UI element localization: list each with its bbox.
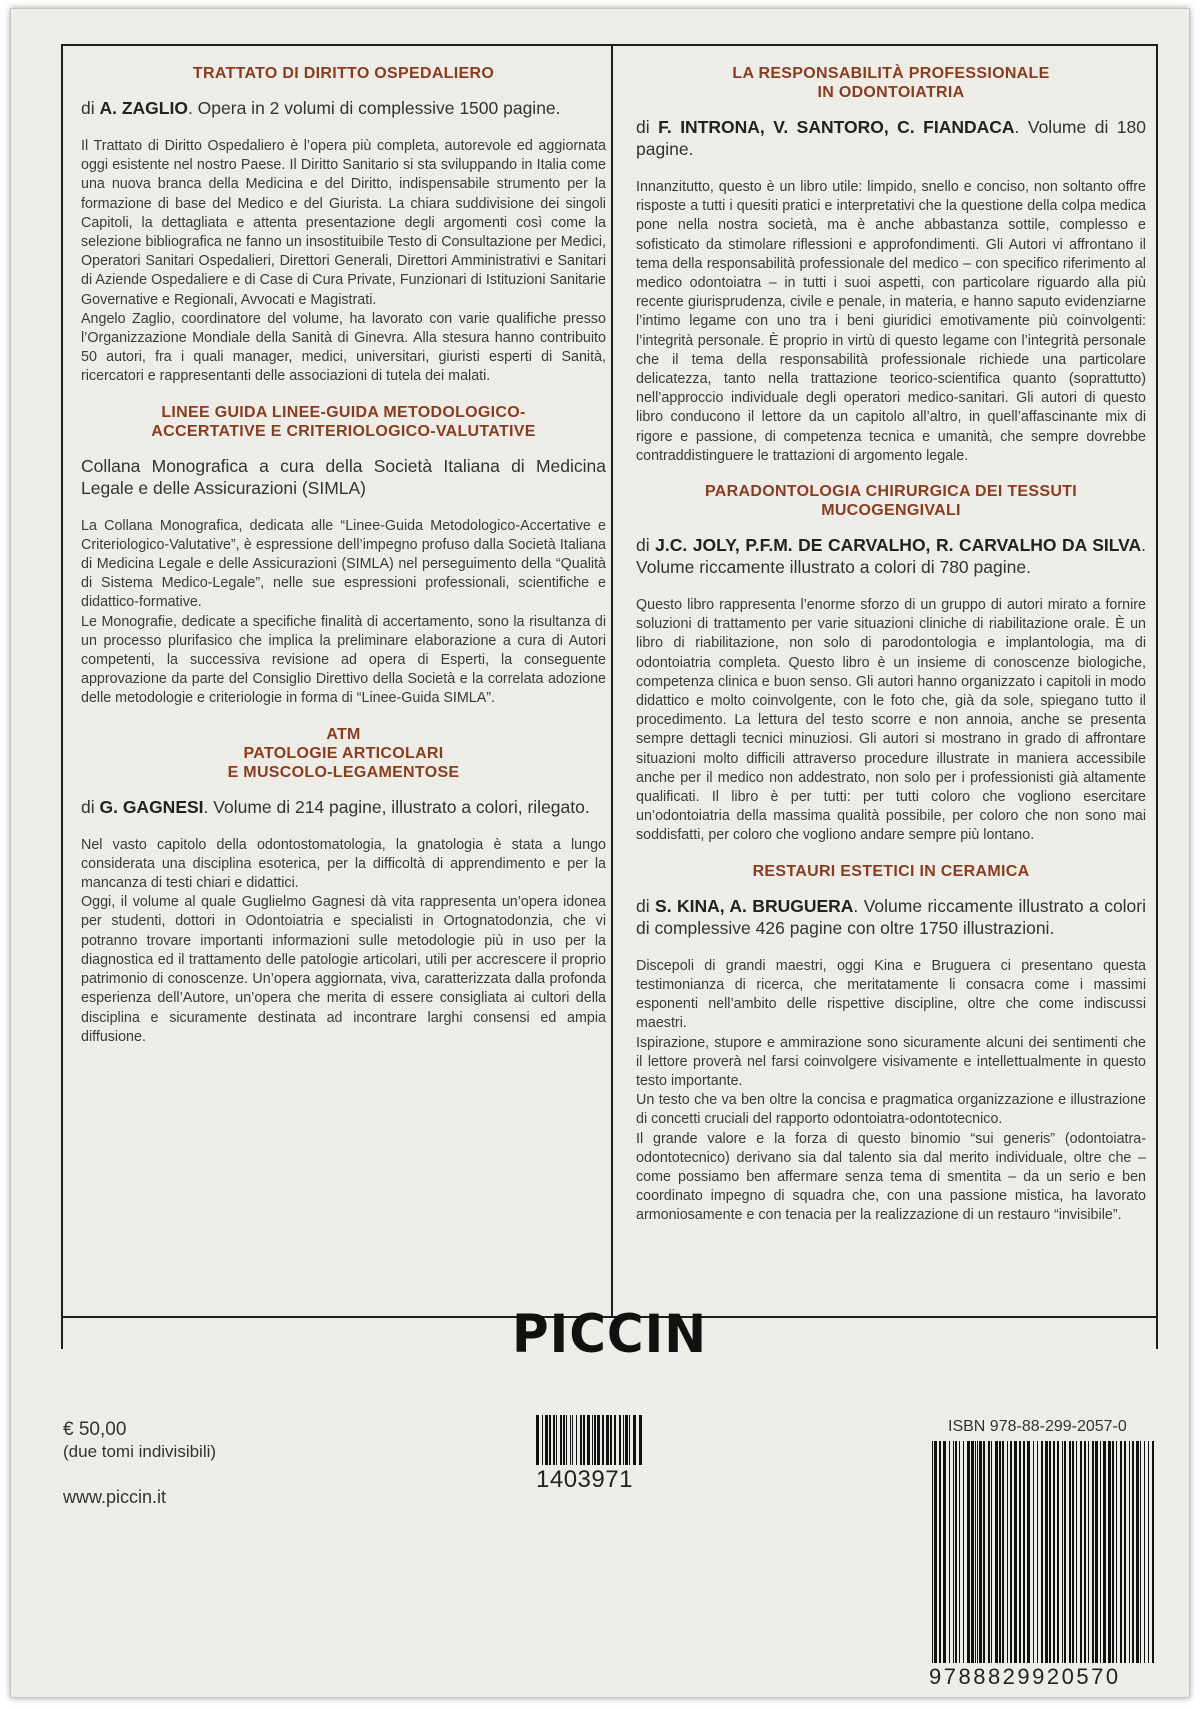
book-description (636, 957, 1146, 1226)
barcode-bar (1041, 1441, 1043, 1663)
book-title: ATM PATOLOGIE ARTICOLARI E MUSCOLO-LEGAMENTOSE (227, 725, 460, 781)
barcode-bar (1007, 1441, 1008, 1663)
barcode-bar (991, 1441, 992, 1663)
book-entry (636, 862, 1146, 1226)
barcode-bar (943, 1441, 946, 1663)
book-meta (636, 895, 1146, 939)
book-description (81, 137, 606, 387)
barcode-bar (597, 1415, 600, 1465)
book-authors: G. GAGNESI (99, 796, 204, 817)
column-divider (611, 46, 613, 1316)
book-description (636, 178, 1146, 466)
description-paragraph: Le Monografie, dedicate a specifiche finalità di accertamento, sono la risultanza di un processo plurifasico che implica la preliminare elaborazione a cura di Autori competenti, la successiva revisione ad opera di Esperti, la conseguente approvazione da parte del Consiglio Direttivo della Società e la correlata adozione delle metodologie e criteriologie in forma di “Linee-Guida SIMLA”. (81, 613, 606, 707)
barcode-bar (1045, 1441, 1048, 1663)
book-meta-prefix: di (636, 117, 659, 137)
book-meta (636, 534, 1146, 578)
book-meta-details: . Volume riccamente illustrato a colori di 780 pagine. (636, 535, 1147, 578)
book-description (81, 517, 606, 709)
barcode-bar (1132, 1441, 1134, 1663)
barcode-bar (963, 1441, 964, 1663)
barcode-bar (1088, 1441, 1089, 1663)
barcode-bar (566, 1415, 567, 1465)
publisher-bar (63, 1303, 1156, 1364)
barcode-bar (995, 1441, 998, 1663)
barcode-bar (1033, 1441, 1034, 1663)
description-paragraph: Angelo Zaglio, coordinatore del volume, ha lavorato con varie qualifiche presso l’Organizzazione Mondiale della Sanità di Ginevra. Alla stesura hanno contribuito 50 autori, fra i quali manager, medici, universitari, giuristi esperti di Sanità, ricercatori e rappresentanti delle associazioni di tutela dei malati. (81, 310, 606, 385)
book-title: TRATTATO DI DIRITTO OSPEDALIERO (192, 65, 495, 82)
barcode-bar (580, 1415, 582, 1465)
barcode-bar (967, 1441, 970, 1663)
barcode-bar (1152, 1441, 1154, 1663)
description-paragraph: Innanzitutto, questo è un libro utile: limpido, snello e conciso, non soltanto offre risposte a tutti i quesiti pratici e interpretativi che la questione della colpa medica pone nella nostra società, ma è anche abbastanza sottile, complesso e sofisticato da stimolare riflessioni e approfondimenti. Gli Autori vi affrontano il tema della responsabilità professionale del medico – con specifico riferimento al medico odontoiatra – in tutti i suoi aspetti, con particolare riguardo alla più recente giurisprudenza, civile e penale, in materia, e hanno saputo evidenziarne l’intimo legame con uno tra i beni giuridici emotivamente più coinvolgenti: l’integrità personale. È proprio in virtù di questo legame con l’integrità personale che il tema della responsabilità professionale richiede una particolare delicatezza, tanto nella trattazione teorico-scientifica quanto (soprattutto) nell’approccio individuale degli operatori medico-sanitari. Gli autori di questo libro conducono il lettore da un capitolo all’altro, in quell’affascinante mix di rigore e passione, di competenza tecnica e umanità, che sempre dovrebbe contraddistinguere le trattazioni di argomento legale. (636, 179, 1146, 464)
barcode-bar (1062, 1441, 1063, 1663)
barcode-bar (594, 1415, 596, 1465)
barcode-bar (1072, 1441, 1074, 1663)
book-entry (81, 725, 606, 1047)
barcode-bar (1084, 1441, 1086, 1663)
barcode-bar (977, 1441, 978, 1663)
barcode-bar (1080, 1441, 1082, 1663)
barcode-bar (979, 1441, 982, 1663)
barcode-bar (576, 1415, 577, 1465)
barcode-bar (592, 1415, 593, 1465)
barcode-bar (602, 1415, 604, 1465)
description-paragraph: Un testo che va ben oltre la concisa e pragmatica organizzazione e illustrazione di concetti cruciali del rapporto odontoiatra-odontotecnico. (636, 1092, 1146, 1128)
book-authors: F. INTRONA, V. SANTORO, C. FIANDACA (658, 117, 1015, 137)
description-paragraph: La Collana Monografica, dedicata alle “Linee-Guida Metodologico-Accertative e Criteriologico-Valutative”, è espressione dell’impegno profuso dalla Società Italiana di Medicina Legale e delle Assicurazioni (SIMLA) nel perseguimento della “Qualità di Sistema Medico-Legale”, nelle sue espressioni professionali, scientifiche e didattico-formative. (81, 517, 606, 611)
barcode-bar (1112, 1441, 1114, 1663)
barcode-bar (975, 1441, 976, 1663)
barcode-bar (1076, 1441, 1077, 1663)
barcode-bar (939, 1441, 941, 1663)
barcode-bar (934, 1441, 937, 1663)
book-meta-details: . Volume riccamente illustrato a colori di complessive 426 pagine con oltre 1750 illustrazioni. (636, 895, 1147, 938)
book-meta-details: . Opera in 2 volumi di complessive 1500 pagine. (187, 98, 561, 118)
barcode-bar (536, 1415, 539, 1465)
book-meta-prefix: Collana Monografica a cura della Società Italiana di Medicina Legale e delle Assicurazioni (SIMLA) (81, 455, 606, 498)
book-back-cover (10, 8, 1190, 1698)
description-paragraph: Oggi, il volume al quale Guglielmo Gagnesi dà vita rappresenta un’opera idonea per studenti, dottori in Odontoiatria e specialisti in Ortognatodonzia, che vi potranno trovare importanti informazioni sulle metodologie più in uso per la diagnostica ed il trattamento delle patologie articolari, utili per accrescere il proprio patrimonio di conoscenze. Un’opera aggiornata, viva, caratterizzata dalla profonda esperienza dell’Autore, un’opera che merita di essere consigliata ai cultori della disciplina e sicuramente destinata ad incontrare larghi consensi ed ampia diffusione. (81, 894, 606, 1045)
barcode-bar (553, 1415, 555, 1465)
barcode-bar (1049, 1441, 1051, 1663)
barcode-bar (1116, 1441, 1117, 1663)
book-authors: A. ZAGLIO (99, 98, 188, 118)
barcode-bar (1108, 1441, 1111, 1663)
book-meta-prefix: di (81, 796, 100, 817)
barcode-bar (949, 1441, 950, 1663)
barcode-bar (1120, 1441, 1122, 1663)
description-paragraph: Discepoli di grandi maestri, oggi Kina e Bruguera ci presentano questa testimonianza di ricerca, che meritatamente li consacra come i massimi esponenti nell’ambito delle rispettive discipline, oltre che come indiscussi maestri. (636, 957, 1146, 1032)
barcode-bar (999, 1441, 1001, 1663)
isbn-barcode (932, 1441, 1156, 1663)
book-entry (636, 64, 1146, 466)
book-title: RESTAURI ESTETICI IN CERAMICA (752, 862, 1030, 880)
barcode-bar (955, 1441, 957, 1663)
barcode-bar (959, 1441, 960, 1663)
book-meta-details: . Volume di 180 pagine. (636, 117, 1147, 159)
barcode-bar (1148, 1441, 1149, 1663)
barcode-bar (563, 1415, 565, 1465)
book-entry (81, 64, 606, 387)
book-authors: S. KINA, A. BRUGUERA (655, 895, 854, 916)
price-note: (due tomi indivisibili) (63, 1442, 217, 1461)
book-meta-prefix: di (636, 895, 656, 916)
barcode-bar (560, 1415, 562, 1465)
book-entry (81, 403, 606, 709)
book-meta-prefix: di (636, 535, 656, 556)
barcode-bar (625, 1415, 628, 1465)
barcode-bar (545, 1415, 548, 1465)
right-column (636, 64, 1146, 1242)
barcode-bar (983, 1441, 985, 1663)
left-column (81, 64, 606, 1063)
barcode-bar (1136, 1441, 1139, 1663)
book-description (81, 836, 606, 1047)
barcode-bar (610, 1415, 612, 1465)
book-meta (81, 97, 606, 119)
book-title: PARADONTOLOGIA CHIRURGICA DEI TESSUTI MUCOGENGIVALI (705, 483, 1077, 520)
barcode-bar (614, 1415, 616, 1465)
barcode-bar (1014, 1441, 1017, 1663)
barcode-bar (1129, 1441, 1130, 1663)
isbn-label: ISBN 978-88-299-2057-0 (948, 1418, 1127, 1435)
barcode-bar (1140, 1441, 1141, 1663)
book-title: LA RESPONSABILITÀ PROFESSIONALE IN ODONTOIATRIA (732, 65, 1050, 101)
barcode-bar (1037, 1441, 1038, 1663)
book-description (636, 596, 1146, 846)
barcode-bar (1064, 1441, 1066, 1663)
barcode-bar (1144, 1441, 1145, 1663)
barcode-bar (1023, 1441, 1025, 1663)
barcode-bar (1010, 1441, 1012, 1663)
description-paragraph: Ispirazione, stupore e ammirazione sono sicuramente alcuni dei sentimenti che il lettore proverà nel farsi coinvolgere visivamente e intellettualmente in questo testo importante. (636, 1034, 1146, 1089)
barcode-bar (623, 1415, 624, 1465)
barcode-bar (932, 1441, 933, 1663)
barcode-bar (1095, 1441, 1098, 1663)
barcode-bar (988, 1441, 990, 1663)
description-paragraph: Il grande valore e la forza di questo binomio “sui generis” (odontoiatra-odontotecnico) derivano sia dal talento sia dal merito individuale, oltre che – come possiamo ben affermare senza tema di smentita – da un serio e ben coordinato impegno di squadra che, con una passione mistica, ha lavorato armoniosamente e con tenacia per la realizzazione di un restauro “invisibile”. (636, 1130, 1146, 1224)
book-meta (81, 796, 606, 818)
internal-barcode (536, 1415, 646, 1465)
barcode-bar (1002, 1441, 1004, 1663)
description-paragraph: Il Trattato di Diritto Ospedaliero è l’opera più completa, autorevole ed aggiornata oggi esistente nel nostro Paese. Il Diritto Sanitario si sta sviluppando in Italia come una nuova branca della Medicina e del Diritto, indispensabile strumento per la formazione di base del Medico e del Giurista. La chiara suddivisione dei singoli Capitoli, la dettagliata e attenta presentazione degli argomenti così come la selezione bibliografica ne fanno un insostituibile Testo di Consultazione per Medici, Operatori Sanitari Ospedalieri, Direttori Generali, Direttori Amministrativi e Sanitari di Aziende Ospedaliere e di Case di Cura Private, Funzionari di Istituzioni Sanitarie Governative e Regionali, Avvocati e Magistrati. (81, 138, 606, 308)
barcode-bar (606, 1415, 609, 1465)
isbn-barcode-digits: 9788829920570 (929, 1664, 1121, 1689)
barcode-bar (1019, 1441, 1021, 1663)
book-entry (636, 482, 1146, 846)
internal-code: 1403971 (536, 1466, 633, 1493)
barcode-bar (1027, 1441, 1030, 1663)
barcode-bar (587, 1415, 590, 1465)
book-authors: J.C. JOLY, P.F.M. DE CARVALHO, R. CARVALHO DA SILVA (655, 535, 1142, 556)
book-meta (81, 455, 606, 499)
barcode-bar (1124, 1441, 1126, 1663)
barcode-bar (1057, 1441, 1059, 1663)
barcode-bar (629, 1415, 630, 1465)
barcode-bar (1092, 1441, 1094, 1663)
book-meta-prefix: di (81, 98, 100, 118)
barcode-bar (619, 1415, 621, 1465)
barcode-bar (1069, 1441, 1071, 1663)
description-paragraph: Questo libro rappresenta l’enorme sforzo di un gruppo di autori mirato a fornire soluzioni di trattamento per varie situazioni cliniche di riabilitazione orale. È un libro di riabilitazione, non solo di parodontologia e implantologia, ma di odontoiatria completa. Questo libro è un insieme di conoscenze biologiche, competenza clinica e buon senso. Gli autori hanno organizzato i capitoli in modo didattico e molto coinvolgente, con le foto che, già da sole, spiegano tutto il procedimento. La lettura del testo scorre e non annoia, anche se presenta sempre dettagli tecnici minuziosi. Gli autori si mostrano in grado di affrontare situazioni molto difficili attraverso procedure illustrate in maniera accessibile anche per il medico non addestrato, non solo per i professionisti già altamente qualificati. Il libro è per tutti: per tutti coloro che vogliono esercitare un’odontoiatria della massima qualità possibile, per coloro che non sono mai soddisfatti, per coloro che vogliono andare sempre più lontano. (636, 597, 1146, 844)
barcode-bar (1103, 1441, 1106, 1663)
barcode-bar (633, 1415, 636, 1465)
barcode-bar (583, 1415, 585, 1465)
publisher-logo: PICCIN (511, 1303, 708, 1364)
barcode-bar (971, 1441, 974, 1663)
barcode-bar (549, 1415, 551, 1465)
barcode-bar (1100, 1441, 1101, 1663)
barcode-bar (1053, 1441, 1055, 1663)
barcode-bar (953, 1441, 954, 1663)
book-title: LINEE GUIDA LINEE-GUIDA METODOLOGICO- ACCERTATIVE E CRITERIOLOGICO-VALUTATIVE (151, 403, 536, 440)
barcode-bar (572, 1415, 573, 1465)
barcode-bar (556, 1415, 557, 1465)
barcode-bar (570, 1415, 571, 1465)
barcode-bar (542, 1415, 543, 1465)
content-frame (61, 44, 1158, 1364)
book-meta (636, 116, 1146, 160)
book-meta-details: . Volume di 214 pagine, illustrato a colori, rilegato. (203, 796, 590, 817)
publisher-website: www.piccin.it (63, 1487, 167, 1507)
description-paragraph: Nel vasto capitolo della odontostomatologia, la gnatologia è stata a lungo considerata una disciplina esoterica, per la difficoltà di apprendimento e per la mancanza di testi chiari e didattici. (81, 836, 606, 892)
price: € 50,00 (63, 1419, 127, 1440)
barcode-bar (639, 1415, 642, 1465)
